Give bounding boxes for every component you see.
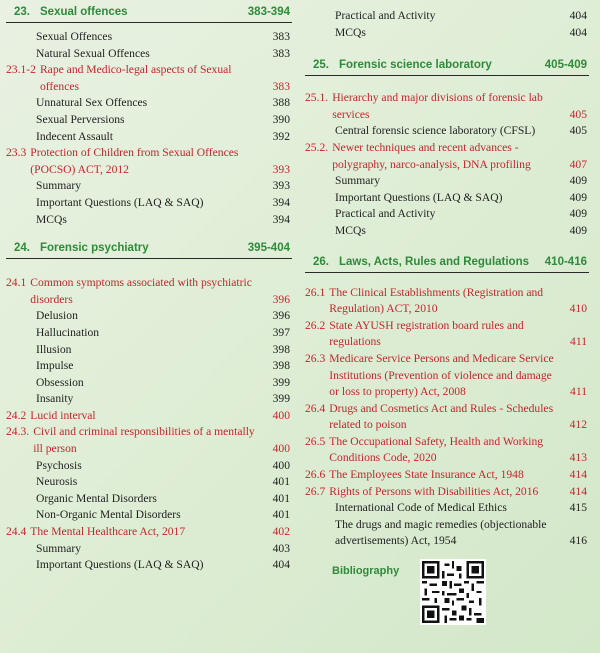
page-number: 404	[272, 558, 290, 572]
page-number: 411	[570, 335, 587, 349]
page-number: 400	[272, 442, 290, 456]
toc-subsection-row	[305, 90, 589, 123]
toc-entry-row	[6, 46, 292, 63]
page-number: 412	[569, 418, 587, 432]
entry-title: Medicare Service Persons and Medicare Service Institutions (Prevention of violence and damage or loss to property) Act, 2008	[329, 351, 554, 399]
page-number: 409	[569, 207, 587, 221]
entry-title: Important Questions (LAQ & SAQ)	[335, 190, 503, 204]
page-number: 403	[272, 541, 290, 555]
subsection-number: 26.6	[305, 468, 326, 482]
entry-title: Newer techniques and recent advances - polygraphy, narco-analysis, DNA profiling	[332, 140, 531, 171]
toc-subsection-row	[305, 140, 589, 173]
section-25-list	[305, 76, 589, 239]
bibliography-label: Bibliography	[332, 565, 400, 577]
toc-entry-row	[305, 500, 589, 517]
entry-title: Practical and Activity	[335, 9, 436, 22]
section-23-list	[6, 23, 292, 228]
toc-entry-row	[305, 517, 589, 550]
page-number: 401	[272, 475, 290, 489]
section-24-heading	[6, 236, 292, 259]
toc-subsection-row	[305, 484, 589, 501]
page-number: 392	[272, 129, 290, 143]
toc-entry-row	[6, 178, 292, 195]
toc-subsection-row	[305, 401, 589, 434]
toc-entry-row	[305, 206, 589, 223]
entry-title: Neurosis	[36, 475, 78, 489]
page-number: 414	[569, 468, 587, 482]
entry-title: Summary	[36, 541, 82, 555]
subsection-number: 24.3.	[6, 425, 30, 439]
page-number: 404	[569, 9, 587, 22]
toc-entry-row	[6, 391, 292, 408]
qr-code[interactable]	[420, 559, 486, 625]
subsection-number: 26.1	[305, 285, 326, 299]
page-number: 410	[569, 302, 587, 316]
section-number: 24.	[14, 242, 30, 255]
entry-title: Practical and Activity	[335, 207, 436, 221]
entry-title: Protection of Children from Sexual Offences (POCSO) ACT, 2012	[30, 146, 239, 176]
toc-entry-row	[6, 557, 292, 574]
toc-entry-row	[305, 223, 589, 240]
page-number: 399	[272, 375, 290, 389]
toc-entry-row	[6, 325, 292, 342]
toc-entry-row	[6, 129, 292, 146]
toc-subsection-row	[305, 318, 589, 351]
entry-title: Delusion	[36, 309, 78, 323]
section-pages: 405-409	[544, 59, 587, 72]
toc-entry-row	[6, 507, 292, 524]
page-number: 409	[569, 190, 587, 204]
page-number: 401	[272, 491, 290, 505]
entry-title: Natural Sexual Offences	[36, 46, 150, 60]
entry-title: Organic Mental Disorders	[36, 491, 157, 505]
section-number: 26.	[313, 255, 329, 268]
entry-title: Indecent Assault	[36, 129, 113, 143]
section-24-continued-list	[305, 0, 589, 41]
toc-entry-row	[6, 375, 292, 392]
toc-entry-row	[6, 212, 292, 229]
entry-title: State AYUSH registration board rules and regulations	[329, 318, 524, 349]
page-number: 396	[272, 309, 290, 323]
subsection-number: 26.5	[305, 434, 326, 448]
subsection-number: 24.2	[6, 408, 27, 422]
page-number: 407	[569, 157, 587, 171]
subsection-number: 26.7	[305, 484, 326, 498]
page-number: 394	[272, 195, 290, 209]
entry-title: Unnatural Sex Offences	[36, 96, 148, 110]
page-number: 397	[272, 325, 290, 339]
page-number: 401	[272, 508, 290, 522]
entry-title: Impulse	[36, 359, 74, 373]
page-number: 411	[570, 385, 587, 399]
entry-title: Psychosis	[36, 458, 82, 472]
entry-title: Sexual Perversions	[36, 112, 125, 126]
entry-title: Hierarchy and major divisions of forensic lab services	[332, 91, 543, 121]
toc-subsection-row	[6, 62, 292, 95]
section-title: Sexual offences	[40, 6, 128, 18]
subsection-number: 25.2.	[305, 140, 329, 154]
entry-title: Important Questions (LAQ & SAQ)	[36, 558, 204, 572]
page-number: 404	[569, 25, 587, 39]
toc-subsection-row	[6, 524, 292, 541]
toc-entry-row	[305, 190, 589, 207]
section-title: Laws, Acts, Rules and Regulations	[339, 255, 530, 268]
entry-title: The Occupational Safety, Health and Working Conditions Code, 2020	[329, 434, 544, 465]
entry-title: Rape and Medico-legal aspects of Sexual offences	[39, 63, 232, 93]
toc-subsection-row	[6, 408, 292, 425]
page-number: 413	[569, 451, 587, 465]
page-number: 398	[272, 342, 290, 356]
section-26-heading	[305, 250, 589, 273]
subsection-number: 23.3	[6, 146, 27, 160]
section-24-list	[6, 259, 292, 574]
toc-subsection-row	[6, 275, 292, 308]
toc-entry-row	[6, 491, 292, 508]
subsection-number: 23.1-2	[6, 63, 36, 77]
subsection-number: 24.4	[6, 525, 27, 539]
page-number: 396	[272, 292, 290, 306]
entry-title: Obsession	[36, 375, 84, 389]
toc-entry-row	[305, 173, 589, 190]
section-26-list	[305, 273, 589, 551]
page-number: 414	[569, 484, 587, 498]
left-column	[6, 0, 292, 574]
section-pages: 383-394	[247, 6, 290, 18]
toc-entry-row	[305, 123, 589, 140]
page-number: 400	[272, 458, 290, 472]
entry-title: Summary	[36, 179, 82, 193]
page-number: 390	[272, 112, 290, 126]
page-number: 416	[569, 534, 587, 548]
toc-entry-row	[6, 458, 292, 475]
entry-title: Lucid interval	[30, 408, 96, 422]
entry-title: International Code of Medical Ethics	[335, 501, 507, 515]
toc-entry-row	[6, 342, 292, 359]
page-number: 405	[569, 124, 587, 138]
entry-title: Drugs and Cosmetics Act and Rules - Schedules related to poison	[329, 401, 554, 432]
section-pages: 395-404	[247, 242, 290, 255]
toc-subsection-row	[6, 424, 292, 457]
section-25-heading	[305, 53, 589, 76]
toc-entry-row	[6, 541, 292, 558]
entry-title: Common symptoms associated with psychiatric disorders	[30, 276, 252, 306]
toc-entry-row	[6, 308, 292, 325]
entry-title: Hallucination	[36, 325, 100, 339]
toc-entry-row	[6, 474, 292, 491]
toc-entry-row	[305, 25, 589, 42]
toc-entry-row	[6, 195, 292, 212]
toc-entry-row	[6, 29, 292, 46]
page-number: 393	[272, 179, 290, 193]
entry-title: MCQs	[36, 212, 67, 226]
section-number: 23.	[14, 6, 30, 18]
entry-title: The drugs and magic remedies (objectionable advertisements) Act, 1954	[335, 517, 547, 548]
entry-title: Insanity	[36, 392, 74, 406]
toc-subsection-row	[305, 351, 589, 401]
entry-title: Illusion	[36, 342, 72, 356]
page-number: 409	[569, 174, 587, 188]
page-number: 383	[272, 79, 290, 93]
page-number: 394	[272, 212, 290, 226]
page-number: 400	[272, 408, 290, 422]
page-number: 415	[569, 501, 587, 515]
subsection-number: 26.2	[305, 318, 326, 332]
page-number: 383	[272, 30, 290, 43]
entry-title: Sexual Offences	[36, 30, 113, 43]
section-pages: 410-416	[544, 255, 587, 268]
toc-subsection-row	[305, 285, 589, 318]
page-number: 398	[272, 359, 290, 373]
toc-subsection-row	[6, 145, 292, 178]
page-number: 405	[569, 107, 587, 121]
entry-title: Rights of Persons with Disabilities Act, 2016	[329, 484, 539, 498]
entry-title: The Employees State Insurance Act, 1948	[329, 468, 524, 482]
page-number: 393	[272, 162, 290, 176]
entry-title: The Clinical Establishments (Registration and Regulation) ACT, 2010	[329, 285, 544, 316]
right-column	[305, 0, 589, 550]
section-23-heading	[6, 0, 292, 23]
subsection-number: 26.4	[305, 401, 326, 415]
subsection-number: 24.1	[6, 276, 27, 290]
entry-title: The Mental Healthcare Act, 2017	[30, 525, 186, 539]
toc-subsection-row	[305, 467, 589, 484]
page-number: 402	[272, 525, 290, 539]
page-number: 383	[272, 46, 290, 60]
entry-title: Civil and criminal responsibilities of a mentally ill person	[33, 425, 255, 456]
subsection-number: 26.3	[305, 351, 326, 365]
section-title: Forensic science laboratory	[339, 59, 492, 72]
subsection-number: 25.1.	[305, 91, 329, 105]
entry-title: MCQs	[335, 223, 366, 237]
entry-title: Summary	[335, 174, 381, 188]
toc-entry-row	[6, 358, 292, 375]
entry-title: Non-Organic Mental Disorders	[36, 508, 181, 522]
toc-entry-row	[305, 8, 589, 25]
entry-title: Central forensic science laboratory (CFSL)	[335, 124, 536, 138]
toc-subsection-row	[305, 434, 589, 467]
entry-title: MCQs	[335, 25, 366, 39]
toc-entry-row	[6, 95, 292, 112]
section-title: Forensic psychiatry	[40, 242, 149, 255]
page-number: 399	[272, 392, 290, 406]
page-number: 409	[569, 223, 587, 237]
section-number: 25.	[313, 59, 329, 72]
page-number: 388	[272, 96, 290, 110]
entry-title: Important Questions (LAQ & SAQ)	[36, 195, 204, 209]
toc-entry-row	[6, 112, 292, 129]
